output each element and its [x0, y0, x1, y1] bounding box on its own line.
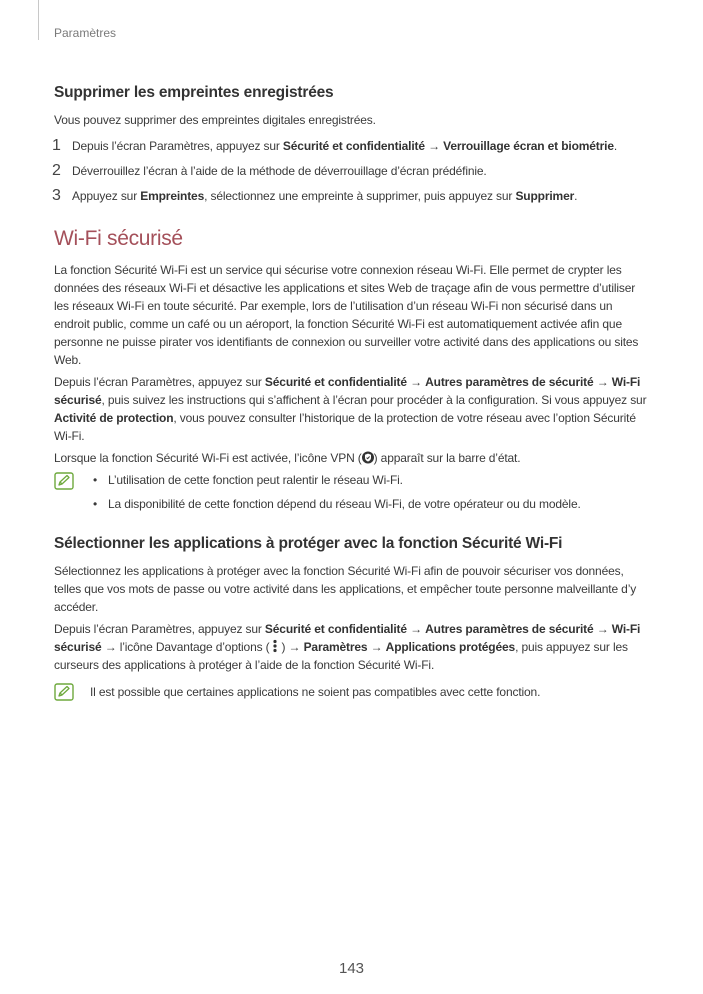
- step-item: [54, 162, 650, 180]
- vpn-shield-icon: [362, 451, 374, 464]
- note-block: [54, 471, 650, 519]
- section-heading-delete-fingerprints: Supprimer les empreintes enregistrées: [54, 84, 334, 101]
- note-text: Il est possible que certaines applications ne soient pas compatibles avec cette fonction.: [90, 685, 541, 699]
- page-number: 143: [338, 960, 365, 977]
- page-content: [54, 84, 650, 711]
- steps-list: [54, 137, 650, 205]
- select-apps-description: Sélectionnez les applications à protéger avec la fonction Sécurité Wi-Fi afin de pouvoir sécuriser vos données, telles que vos mots de passe ou votre activité dans les applications, et empêcher toute personne malveillante d’y accéder.: [54, 564, 637, 614]
- select-apps-instructions: Depuis l’écran Paramètres, appuyez sur Sécurité et confidentialité → Autres paramètres de sécurité → Wi-Fi sécurisé → l’icône Davantage d’options ( ) → Paramètres → Applications protégées, puis appuyez sur les curseurs des applications à protéger à l’aide de la fonction Sécurité Wi-Fi.: [54, 622, 641, 672]
- step-number: 3: [52, 187, 61, 204]
- step-number: 1: [52, 137, 61, 154]
- note-bullet-list: [90, 471, 581, 519]
- step-text: Déverrouillez l’écran à l’aide de la méthode de déverrouillage d’écran prédéfinie.: [72, 164, 487, 178]
- step-text: Appuyez sur Empreintes, sélectionnez une empreinte à supprimer, puis appuyez sur Supprimer.: [72, 189, 578, 203]
- step-item: [54, 187, 650, 205]
- page-header: Paramètres: [54, 26, 117, 40]
- wifi-description: La fonction Sécurité Wi-Fi est un service qui sécurise votre connexion réseau Wi-Fi. Elle permet de crypter les données des réseaux Wi-Fi et désactive les applications et sites Web de traçage afin de vous permettre d’utiliser les réseaux Wi-Fi en toute sécurité. Par exemple, lors de l’utilisation d’un réseau Wi-Fi non sécurisé dans un endroit public, comme un café ou un aéroport, la fonction Sécurité Wi-Fi est automatiquement activée afin que personne ne puisse pirater vos identifiants de connexion ou surveiller votre activité dans des applications ou sites Web.: [54, 263, 639, 367]
- note-pencil-icon: [54, 683, 74, 701]
- step-item: [54, 137, 650, 155]
- step-text: Depuis l’écran Paramètres, appuyez sur Sécurité et confidentialité → Verrouillage écran et biométrie.: [72, 139, 618, 153]
- delete-intro: Vous pouvez supprimer des empreintes digitales enregistrées.: [54, 113, 376, 127]
- header-rule: [38, 0, 39, 40]
- vpn-icon-sentence: Lorsque la fonction Sécurité Wi-Fi est activée, l’icône VPN ( ) apparaît sur la barre d’état.: [54, 451, 521, 465]
- section-heading-select-apps: Sélectionner les applications à protéger avec la fonction Sécurité Wi-Fi: [54, 535, 563, 552]
- note-bullet: • La disponibilité de cette fonction dépend du réseau Wi-Fi, de votre opérateur ou du modèle.: [90, 495, 581, 513]
- note-pencil-icon: [54, 472, 74, 490]
- note-block: [54, 682, 650, 705]
- note-bullet: • L’utilisation de cette fonction peut ralentir le réseau Wi-Fi.: [90, 471, 581, 489]
- wifi-instructions: Depuis l’écran Paramètres, appuyez sur Sécurité et confidentialité → Autres paramètres de sécurité → Wi-Fi sécurisé, puis suivez les instructions qui s’affichent à l’écran pour procéder à la configuration. Si vous appuyez sur Activité de protection, vous pouvez consulter l’historique de la protection de votre réseau avec l’option Sécurité Wi-Fi.: [54, 375, 647, 443]
- section-heading-wifi-secure: Wi-Fi sécurisé: [54, 227, 183, 250]
- more-options-icon: [269, 639, 281, 653]
- step-number: 2: [52, 162, 61, 179]
